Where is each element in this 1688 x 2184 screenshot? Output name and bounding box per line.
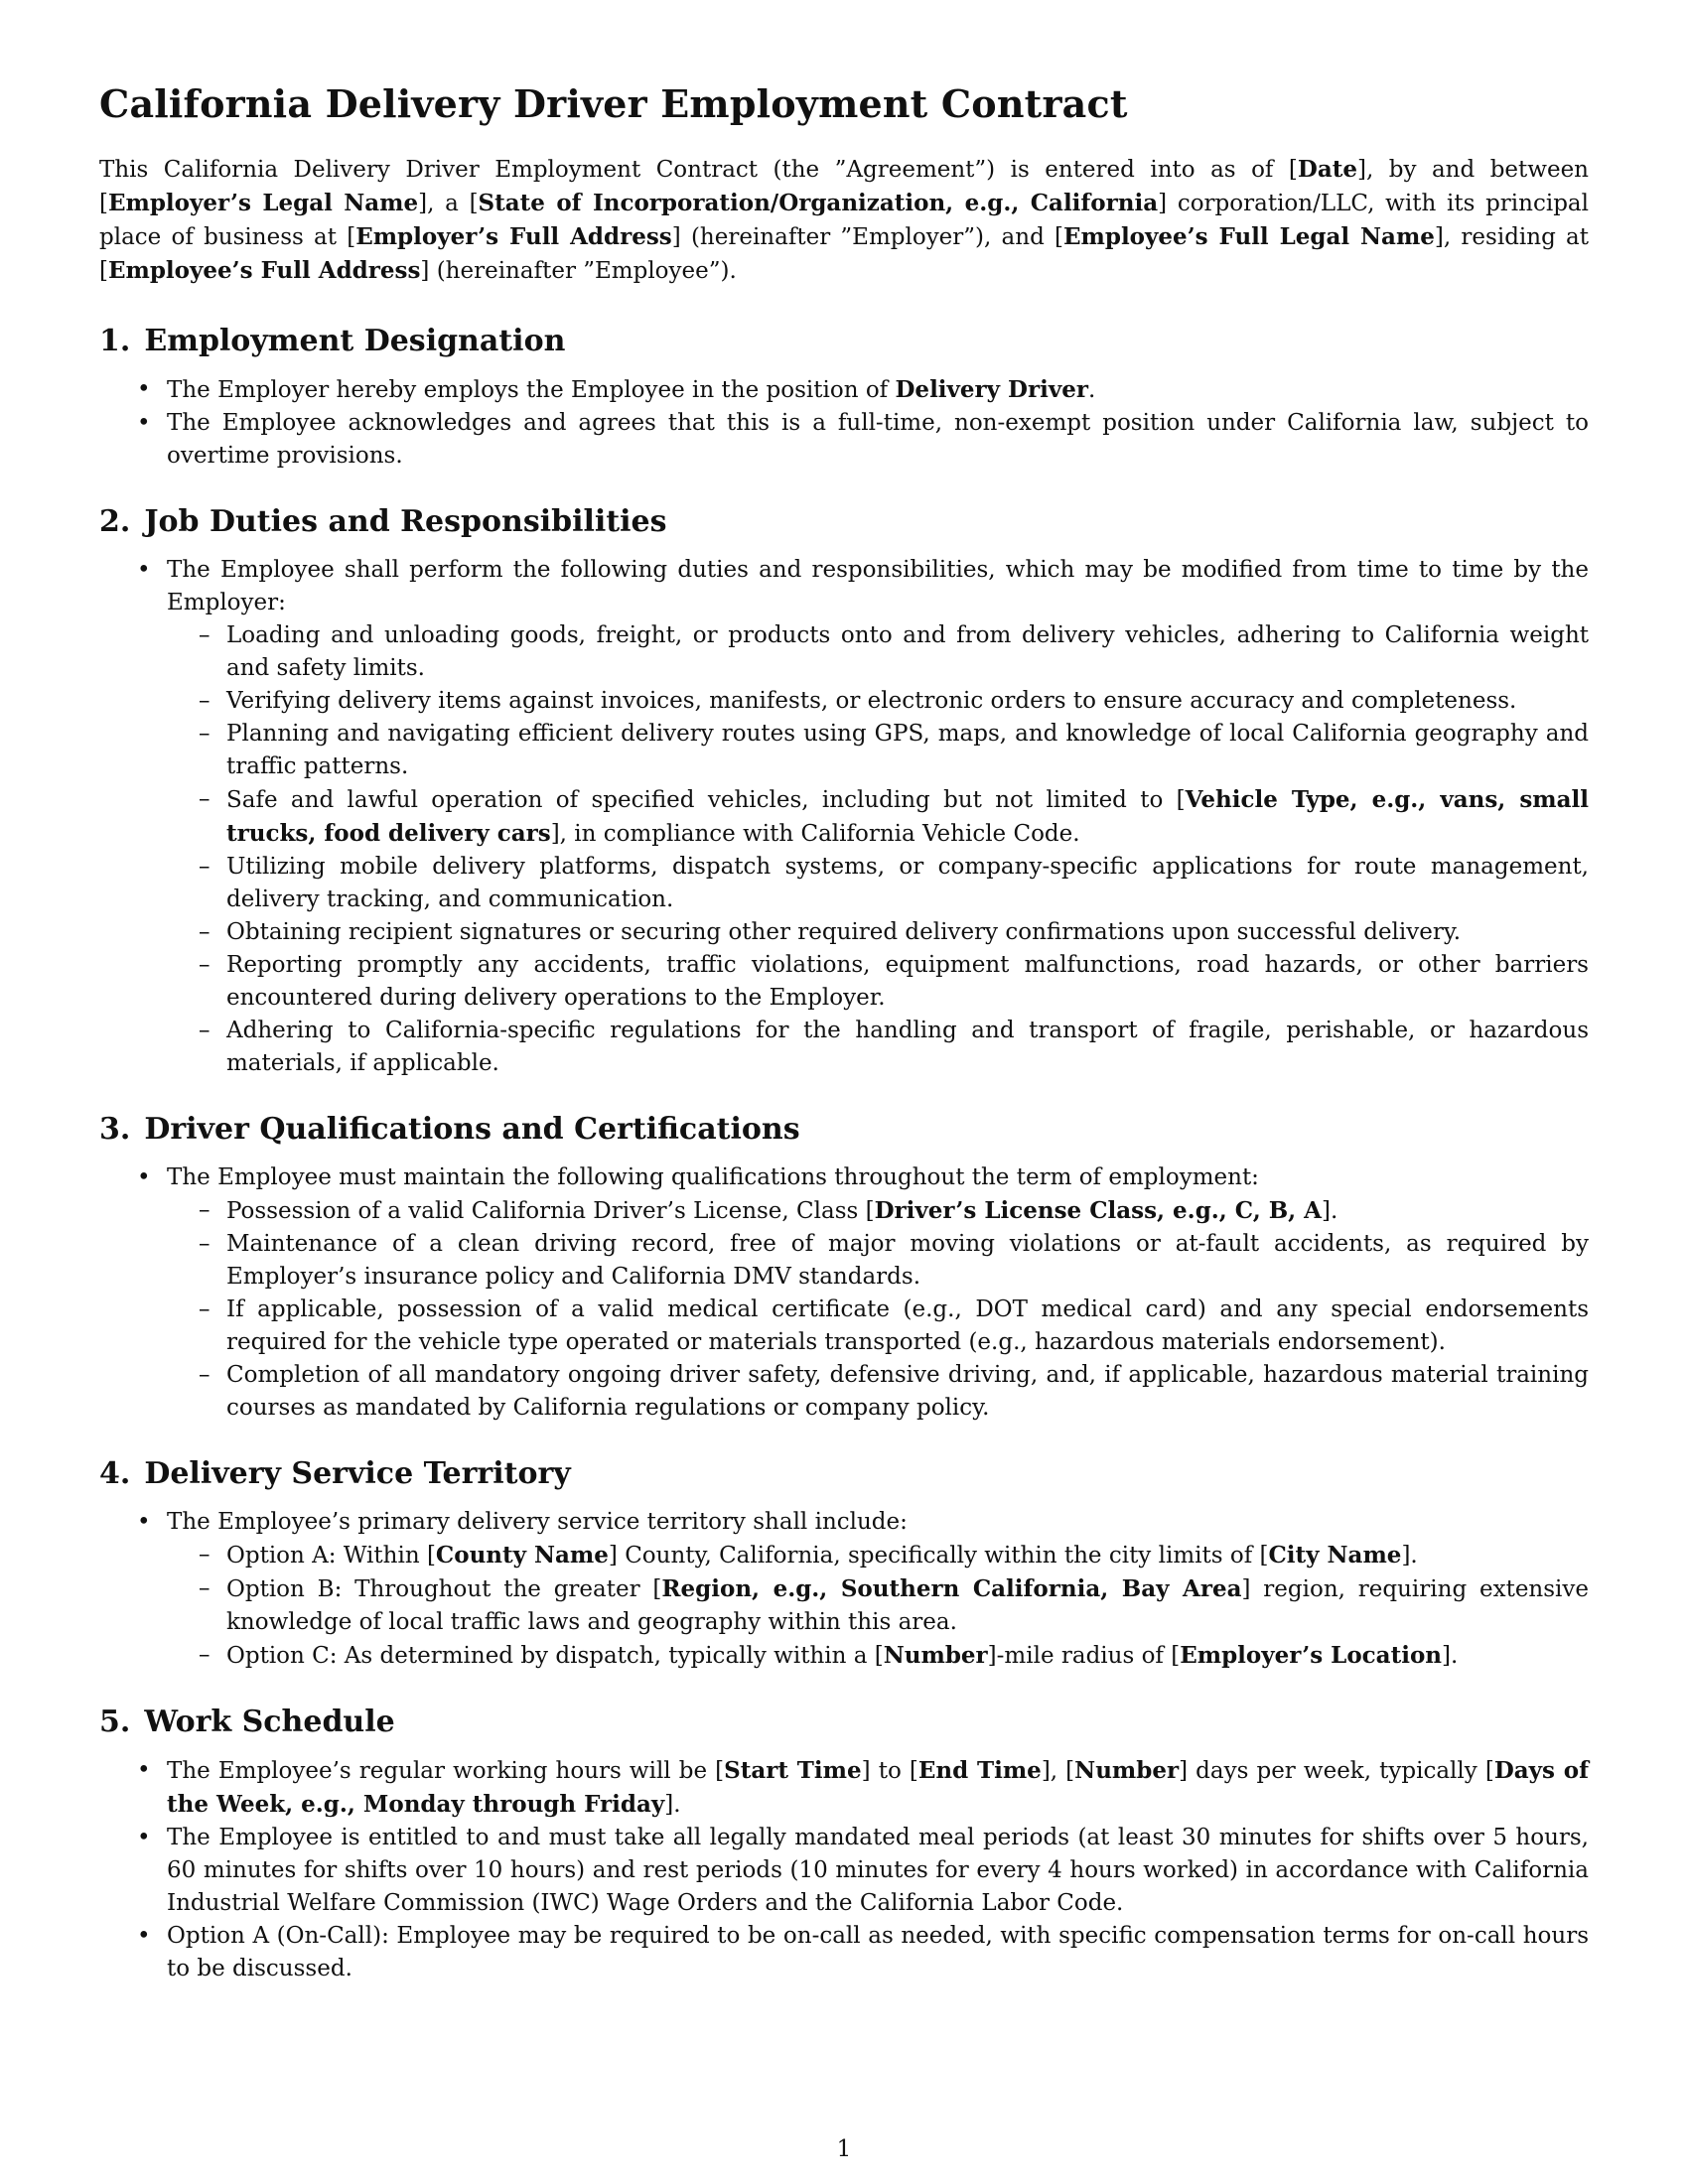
bullet-list: [99, 1161, 1589, 1425]
section-heading-text: Driver Qualifications and Certifications: [144, 1111, 800, 1147]
text-run: Option A (On-Call): Employee may be required to be on-call as needed, with specific compensation terms for on-call hours to be discussed.: [167, 1922, 1589, 1981]
text-run: ].: [664, 1791, 681, 1818]
list-item: [99, 1754, 1589, 1822]
section-5: [99, 1705, 1589, 1985]
text-run: ] (hereinafter ”Employer”), and [: [671, 223, 1063, 250]
placeholder-field: Employer’s Location: [1180, 1641, 1443, 1669]
text-run: Option B: Throughout the greater [: [226, 1575, 662, 1602]
text-run: Adhering to California-specific regulations for the handling and transport of fragile, perishable, or hazardous materials, if applicable.: [226, 1017, 1589, 1076]
text-run: This California Delivery Driver Employment Contract (the ”Agreement”) is entered into as of [: [99, 156, 1298, 183]
section-heading-text: Employment Designation: [144, 323, 566, 358]
sub-list-item: [167, 851, 1589, 916]
text-run: Reporting promptly any accidents, traffic violations, equipment malfunctions, road hazards, or other barriers encountered during delivery operations to the Employer.: [226, 951, 1589, 1011]
text-run: The Employee acknowledges and agrees that this is a full-time, non-exempt position under California law, subject to overtime provisions.: [167, 409, 1589, 469]
placeholder-field: Vehicle Type, e.g., vans, small trucks, food delivery cars: [226, 785, 1589, 847]
sub-list-item: [167, 1294, 1589, 1359]
section-number: 5.: [99, 1704, 131, 1739]
placeholder-field: Number: [1074, 1756, 1180, 1784]
text-run: The Employee must maintain the following qualifications throughout the term of employment:: [167, 1163, 1259, 1190]
text-run: .: [1087, 376, 1096, 403]
sub-list-item: [167, 916, 1589, 949]
sub-list-item: [167, 718, 1589, 783]
placeholder-field: Employer’s Full Address: [355, 222, 672, 250]
section-number: 3.: [99, 1111, 131, 1147]
section-1: [99, 324, 1589, 473]
sub-list-item: [167, 1359, 1589, 1425]
placeholder-field: County Name: [435, 1541, 609, 1569]
bullet-list: [99, 1754, 1589, 1985]
text-run: ] to [: [861, 1757, 918, 1784]
text-run: ].: [1322, 1197, 1338, 1224]
placeholder-field: Number: [883, 1641, 988, 1669]
text-run: ]-mile radius of [: [987, 1642, 1181, 1669]
list-item: [99, 373, 1589, 407]
placeholder-field: Driver’s License Class, e.g., C, B, A: [874, 1196, 1323, 1224]
list-item: [99, 1920, 1589, 1985]
text-run: ] corporation/LLC, with its principal place of business at [: [99, 190, 1590, 250]
section-heading: [99, 1456, 1589, 1492]
placeholder-field: City Name: [1268, 1541, 1402, 1569]
text-run: ], residing at [: [99, 223, 1589, 284]
sections-container: [99, 324, 1589, 1985]
text-run: ] region, requiring extensive knowledge of local traffic laws and geography within this area.: [226, 1575, 1590, 1635]
list-item: [99, 407, 1589, 473]
section-number: 1.: [99, 323, 131, 358]
sub-list-item: [167, 1639, 1589, 1673]
placeholder-field: State of Incorporation/Organization, e.g., California: [478, 189, 1159, 216]
text-run: ].: [1401, 1542, 1418, 1569]
intro-paragraph: [99, 153, 1589, 288]
placeholder-field: Employee’s Full Legal Name: [1063, 222, 1435, 250]
list-item: [99, 1506, 1589, 1673]
section-number: 4.: [99, 1455, 131, 1491]
section-heading: [99, 504, 1589, 540]
section-3: [99, 1112, 1589, 1425]
text-run: Maintenance of a clean driving record, free of major moving violations or at-fault accidents, as required by Employer’s insurance policy and California DMV standards.: [226, 1230, 1589, 1290]
section-heading-text: Work Schedule: [144, 1704, 395, 1739]
list-item: [99, 1822, 1589, 1920]
text-run: Safe and lawful operation of specified vehicles, including but not limited to [: [226, 786, 1186, 813]
section-4: [99, 1456, 1589, 1673]
sub-list-item: [167, 1194, 1589, 1228]
placeholder-field: Date: [1297, 155, 1358, 183]
placeholder-field: Employer’s Legal Name: [107, 189, 419, 216]
text-run: Option A: Within [: [226, 1542, 436, 1569]
sub-list-item: [167, 783, 1589, 851]
sub-list-item: [167, 1228, 1589, 1294]
bullet-list: [99, 554, 1589, 1080]
document-page: [99, 81, 1589, 2017]
list-item: [99, 1161, 1589, 1425]
placeholder-field: Region, e.g., Southern California, Bay Area: [661, 1574, 1242, 1602]
document-title: California Delivery Driver Employment Contract: [99, 81, 1128, 126]
bullet-list: [99, 373, 1589, 473]
section-heading: [99, 324, 1589, 359]
section-2: [99, 504, 1589, 1080]
text-run: ].: [1442, 1642, 1459, 1669]
sub-list-item: [167, 619, 1589, 685]
placeholder-field: Employee’s Full Address: [107, 256, 421, 284]
sub-list-item: [167, 949, 1589, 1015]
placeholder-field: Start Time: [724, 1756, 862, 1784]
text-run: ] (hereinafter ”Employee”).: [420, 257, 737, 284]
sub-list-item: [167, 685, 1589, 718]
text-run: Obtaining recipient signatures or securing other required delivery confirmations upon successful delivery.: [226, 918, 1462, 945]
sub-list-item: [167, 1015, 1589, 1080]
text-run: The Employee’s regular working hours will be [: [167, 1757, 725, 1784]
placeholder-field: Days of the Week, e.g., Monday through Friday: [167, 1756, 1590, 1818]
text-run: Completion of all mandatory ongoing driver safety, defensive driving, and, if applicable, hazardous material training courses as mandated by California regulations or company policy.: [226, 1361, 1589, 1421]
sub-list-item: [167, 1539, 1589, 1572]
sub-list: [167, 1194, 1589, 1425]
text-run: Possession of a valid California Driver’s License, Class [: [226, 1197, 875, 1224]
section-heading: [99, 1705, 1589, 1740]
text-run: ] County, California, specifically within the city limits of [: [608, 1542, 1269, 1569]
text-run: Planning and navigating efficient delivery routes using GPS, maps, and knowledge of local California geography and traffic patterns.: [226, 720, 1589, 779]
text-run: If applicable, possession of a valid medical certificate (e.g., DOT medical card) and any special endorsements required for the vehicle type operated or materials transported (e.g., hazardous materials endorsement).: [226, 1296, 1589, 1355]
text-run: Verifying delivery items against invoices, manifests, or electronic orders to ensure accuracy and completeness.: [226, 687, 1517, 714]
text-run: The Employee is entitled to and must take all legally mandated meal periods (at least 30 minutes for shifts over 5 hours, 60 minutes for shifts over 10 hours) and rest periods (10 minutes for every 4 hours worked) in accordance with California Industrial Welfare Commission (IWC) Wage Orders and the California Labor Code.: [167, 1824, 1589, 1916]
text-run: ], in compliance with California Vehicle Code.: [550, 820, 1080, 847]
list-item: [99, 554, 1589, 1080]
placeholder-field: End Time: [917, 1756, 1042, 1784]
page-number: 1: [836, 2136, 852, 2162]
section-heading-text: Delivery Service Territory: [144, 1455, 571, 1491]
text-run: Loading and unloading goods, freight, or products onto and from delivery vehicles, adhering to California weight and safety limits.: [226, 621, 1589, 681]
text-run: The Employee shall perform the following duties and responsibilities, which may be modified from time to time by the Employer:: [167, 556, 1589, 615]
section-heading: [99, 1112, 1589, 1148]
text-run: Option C: As determined by dispatch, typically within a [: [226, 1642, 884, 1669]
text-run: The Employer hereby employs the Employee in the position of: [167, 376, 896, 403]
placeholder-field: Delivery Driver: [895, 375, 1088, 403]
sub-list-item: [167, 1572, 1589, 1639]
sub-list: [167, 1539, 1589, 1673]
section-number: 2.: [99, 503, 131, 539]
bullet-list: [99, 1506, 1589, 1673]
text-run: ] days per week, typically [: [1179, 1757, 1494, 1784]
text-run: ], [: [1041, 1757, 1075, 1784]
text-run: The Employee’s primary delivery service territory shall include:: [167, 1508, 908, 1535]
sub-list: [167, 619, 1589, 1080]
text-run: ], by and between [: [99, 156, 1589, 216]
text-run: ], a [: [418, 190, 479, 216]
section-heading-text: Job Duties and Responsibilities: [144, 503, 667, 539]
text-run: Utilizing mobile delivery platforms, dispatch systems, or company-specific applications for route management, delivery tracking, and communication.: [226, 853, 1589, 912]
